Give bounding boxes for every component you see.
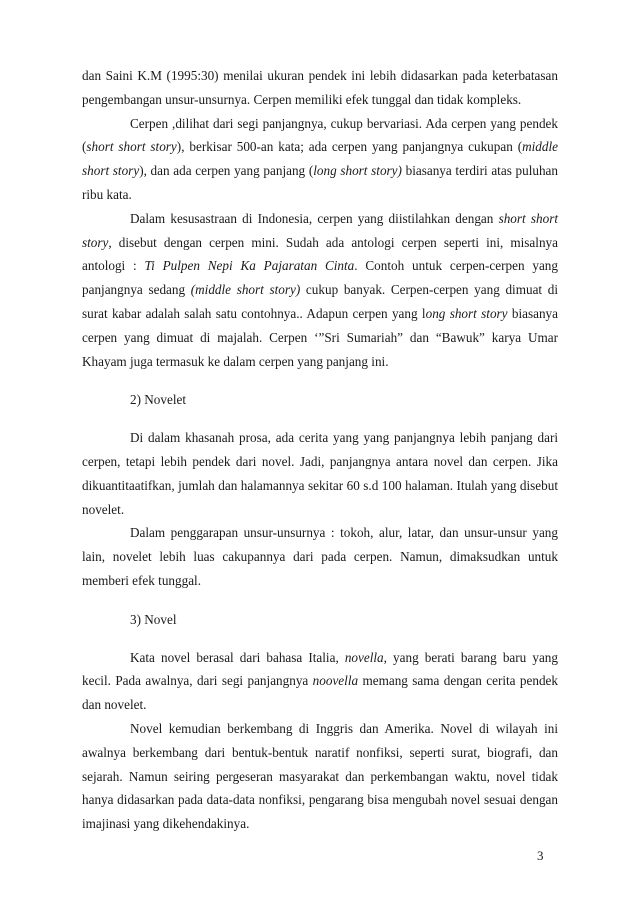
paragraph-novelet-definition: Di dalam khasanah prosa, ada cerita yang yang panjangnya lebih panjang dari cerpen, tetapi lebih pendek dari novel. Jadi, panjangnya antara novel dan cerpen. Jika dikuantitaatifkan, jumlah dan halamannya sekitar 60 s.d 100 halaman. Itulah yang disebut novelet. <box>82 430 558 517</box>
paragraph-novelet-elements: Dalam penggarapan unsur-unsurnya : tokoh, alur, latar, dan unsur-unsur yang lain, novelet lebih luas cakupannya dari pada cerpen. Namun, dimaksudkan untuk memberi efek tunggal. <box>82 525 558 588</box>
paragraph-cerpen-definition: dan Saini K.M (1995:30) menilai ukuran pendek ini lebih didasarkan pada keterbatasan pengembangan unsur-unsurnya. Cerpen memiliki efek tunggal dan tidak kompleks. <box>82 68 558 107</box>
paragraph-cerpen-length: Cerpen ,dilihat dari segi panjangnya, cukup bervariasi. Ada cerpen yang pendek (short short story), berkisar 500-an kata; ada cerpen yang panjangnya cukupan (middle short story), dan ada cerpen yang panjang (long short story) biasanya terdiri atas puluhan ribu kata. <box>82 115 559 202</box>
section-heading-novel: 3) Novel <box>130 611 177 627</box>
paragraph-novel-development: Novel kemudian berkembang di Inggris dan Amerika. Novel di wilayah ini awalnya berkembang dari bentuk-bentuk naratif nonfiksi, seperti surat, biografi, dan sejarah. Namun seiring pergeseran masyarakat dan perkembangan waktu, novel tidak hanya didasarkan pada data-data nonfiksi, pengarang bisa mengubah novel sesuai dengan imajinasi yang dikehendakinya. <box>82 720 558 832</box>
page-number: 3 <box>537 848 544 863</box>
section-heading-novelet: 2) Novelet <box>130 392 187 408</box>
page-body <box>82 64 558 836</box>
paragraph-novel-origin: Kata novel berasal dari bahasa Italia, novella, yang berati barang baru yang kecil. Pada awalnya, dari segi panjangnya noovella memang sama dengan cerita pendek dan novelet. <box>82 649 558 713</box>
paragraph-cerpen-indonesia: Dalam kesusastraan di Indonesia, cerpen yang diistilahkan dengan short short story, disebut dengan cerpen mini. Sudah ada antologi cerpen seperti ini, misalnya antologi : Ti Pulpen Nepi Ka Pajaratan Cinta. Contoh untuk cerpen-cerpen yang panjangnya sedang (middle short story) cukup banyak. Cerpen-cerpen yang dimuat di surat kabar adalah salah satu contohnya.. Adapun cerpen yang long short story biasanya cerpen yang dimuat di majalah. Cerpen ‘”Sri Sumariah” dan “Bawuk” karya Umar Khayam juga termasuk ke dalam cerpen yang panjang ini. <box>82 210 559 369</box>
